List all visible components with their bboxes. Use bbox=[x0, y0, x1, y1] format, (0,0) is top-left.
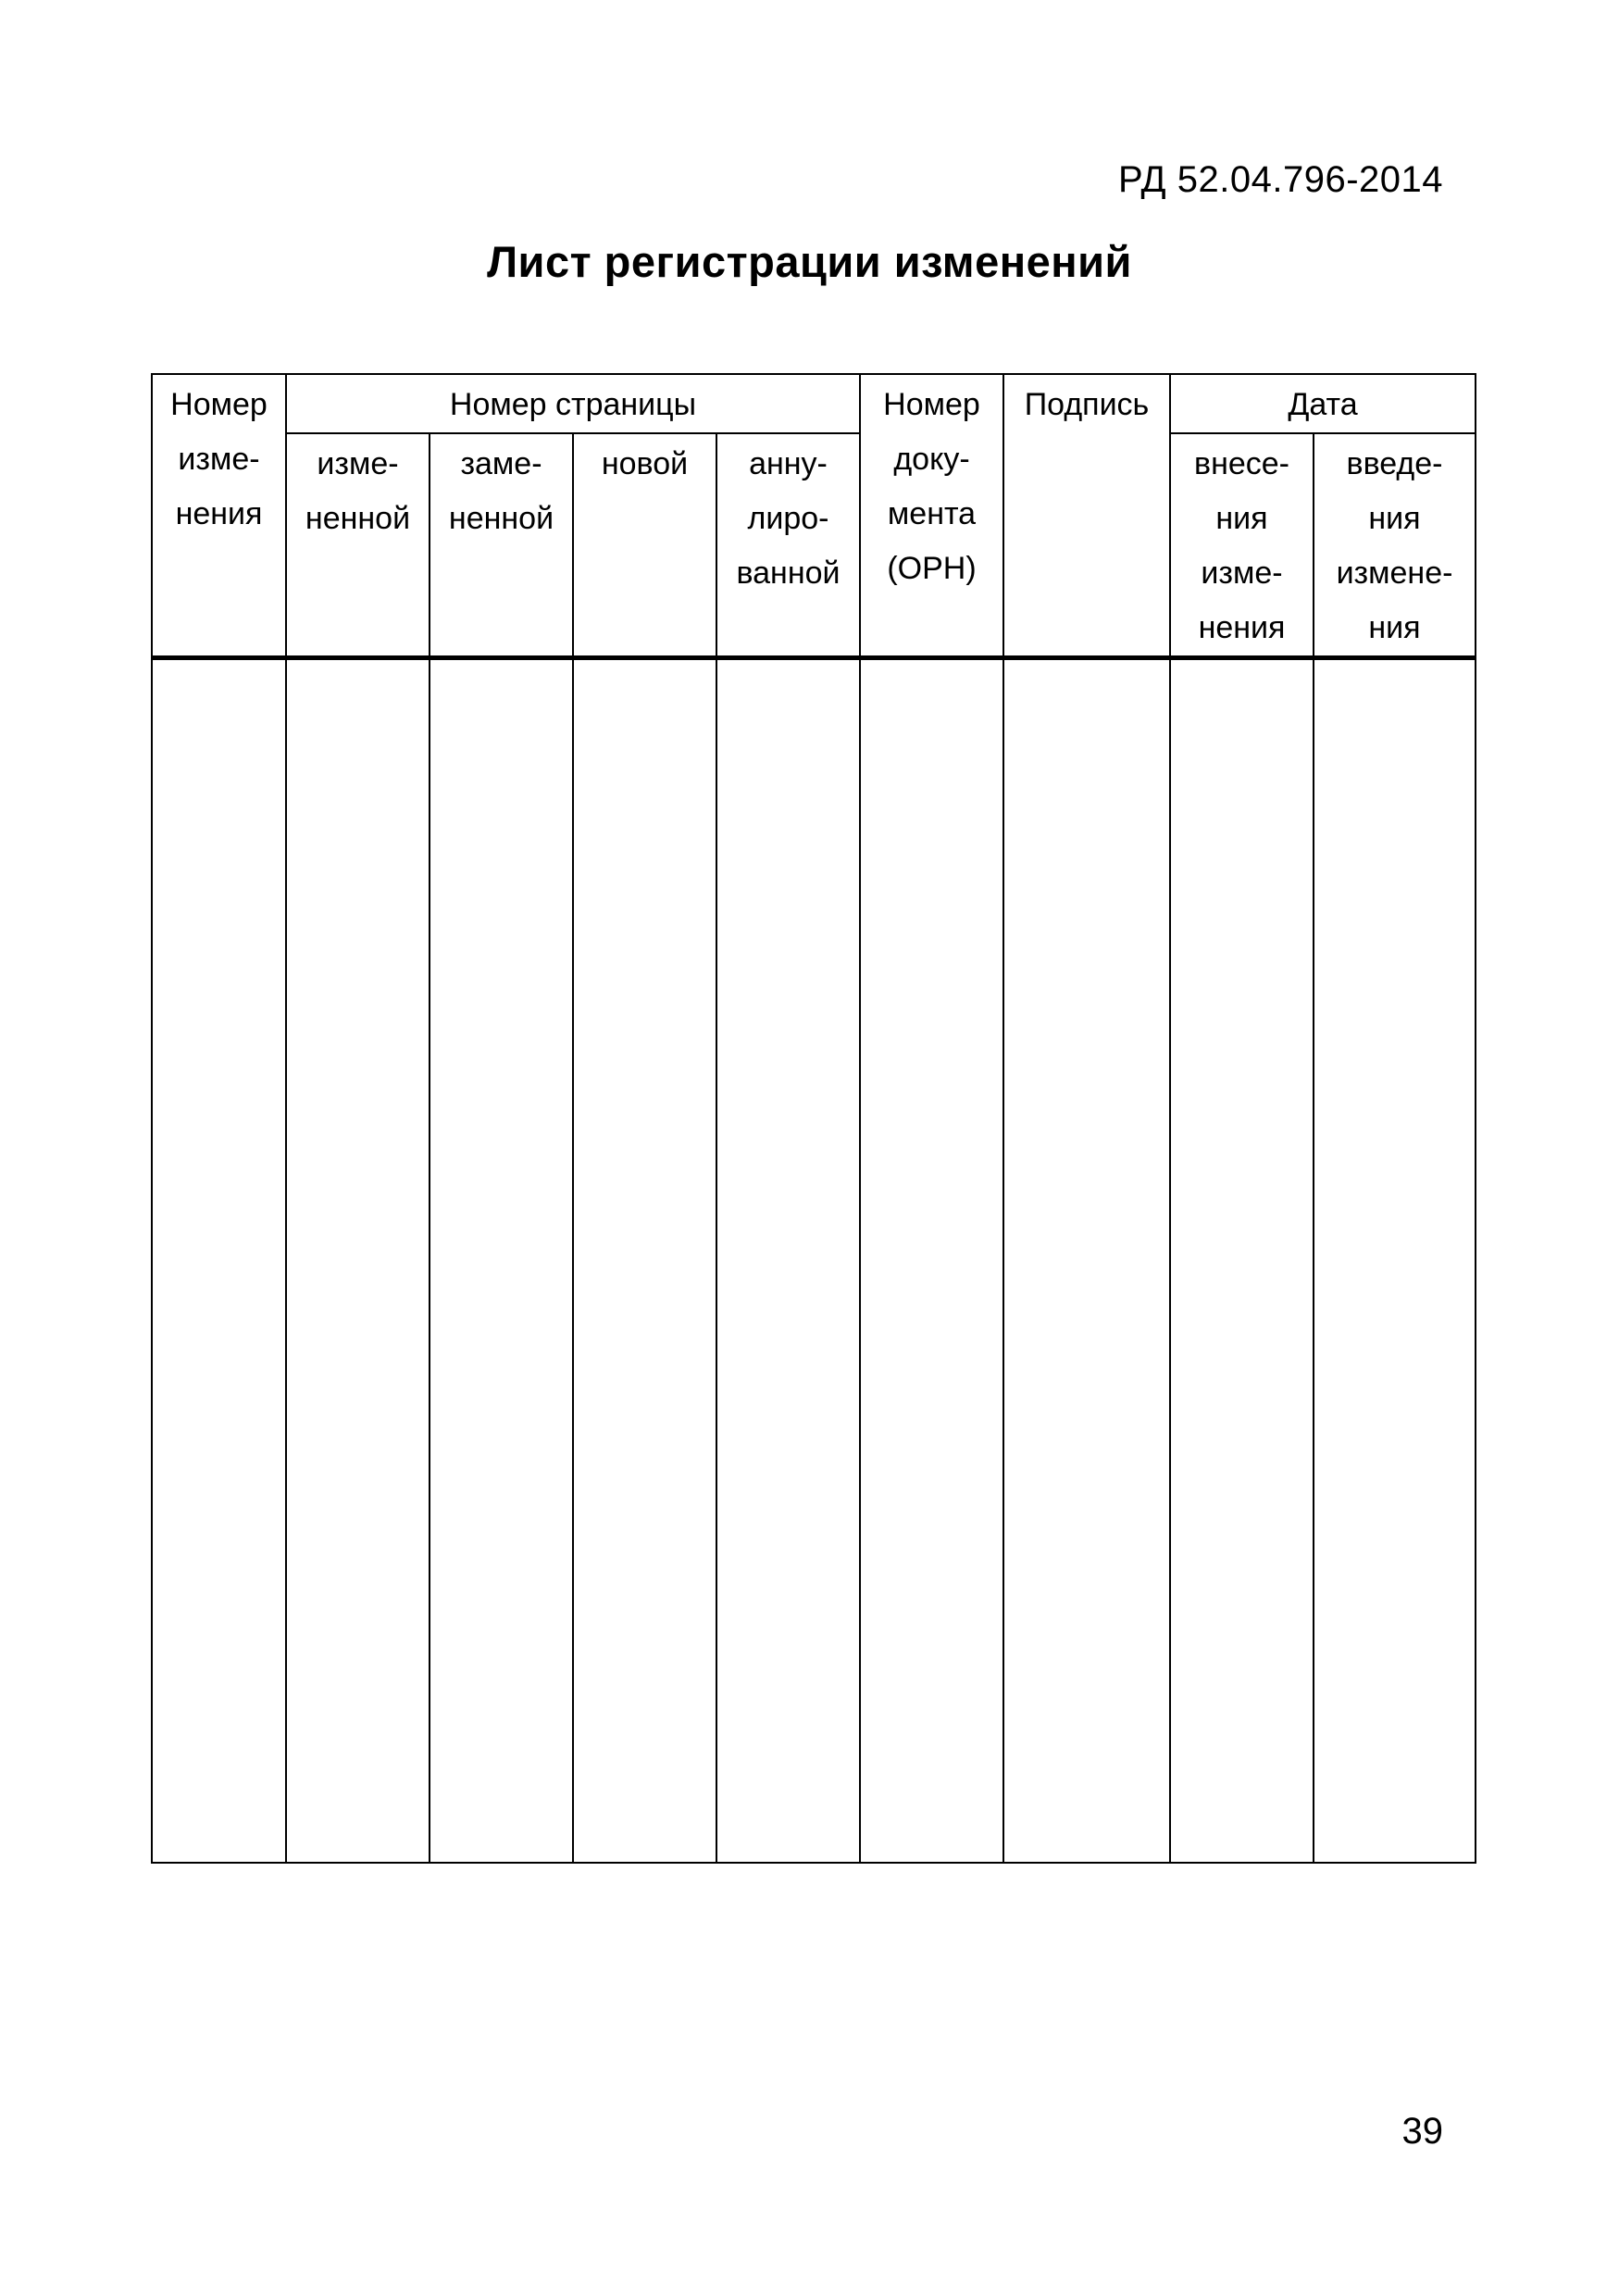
header-change-number bbox=[152, 374, 286, 658]
table-cell bbox=[1170, 658, 1314, 1864]
header-date-effective bbox=[1314, 433, 1476, 658]
header-date-entry bbox=[1170, 433, 1314, 658]
table-cell bbox=[430, 658, 573, 1864]
header-date-entry-label: внесе- ния изме- нения bbox=[1194, 446, 1289, 645]
header-change-number-label: Номер изме- нения bbox=[170, 387, 268, 531]
header-page-annulled-label: анну- лиро- ванной bbox=[736, 446, 841, 591]
header-page-changed-label: изме- ненной bbox=[305, 446, 411, 536]
table-cell bbox=[152, 658, 286, 1864]
table-cell bbox=[716, 658, 860, 1864]
header-page-new bbox=[573, 433, 716, 658]
header-signature bbox=[1003, 374, 1170, 658]
header-date-effective-label: введе- ния измене- ния bbox=[1336, 446, 1453, 645]
header-page-annulled bbox=[716, 433, 860, 658]
table-cell bbox=[860, 658, 1003, 1864]
header-page-replaced-label: заме- ненной bbox=[448, 446, 554, 536]
header-document-number-label: Номер доку- мента (ОРН) bbox=[883, 387, 980, 586]
document-code: РД 52.04.796-2014 bbox=[1118, 159, 1443, 200]
header-signature-label: Подпись bbox=[1024, 387, 1150, 422]
change-registration-table bbox=[151, 373, 1476, 1864]
header-page-number-group bbox=[286, 374, 860, 433]
header-date-group bbox=[1170, 374, 1476, 433]
header-page-new-label: новой bbox=[601, 446, 689, 481]
header-document-number bbox=[860, 374, 1003, 658]
page-number: 39 bbox=[1401, 2111, 1443, 2152]
header-page-changed bbox=[286, 433, 430, 658]
header-page-number-label: Номер страницы bbox=[449, 387, 697, 422]
table-row bbox=[152, 658, 1476, 1864]
page-title: Лист регистрации изменений bbox=[487, 237, 1132, 286]
table-cell bbox=[1003, 658, 1170, 1864]
header-date-label: Дата bbox=[1288, 387, 1358, 422]
table-cell bbox=[1314, 658, 1476, 1864]
table-cell bbox=[286, 658, 430, 1864]
header-page-replaced bbox=[430, 433, 573, 658]
table-cell bbox=[573, 658, 716, 1864]
